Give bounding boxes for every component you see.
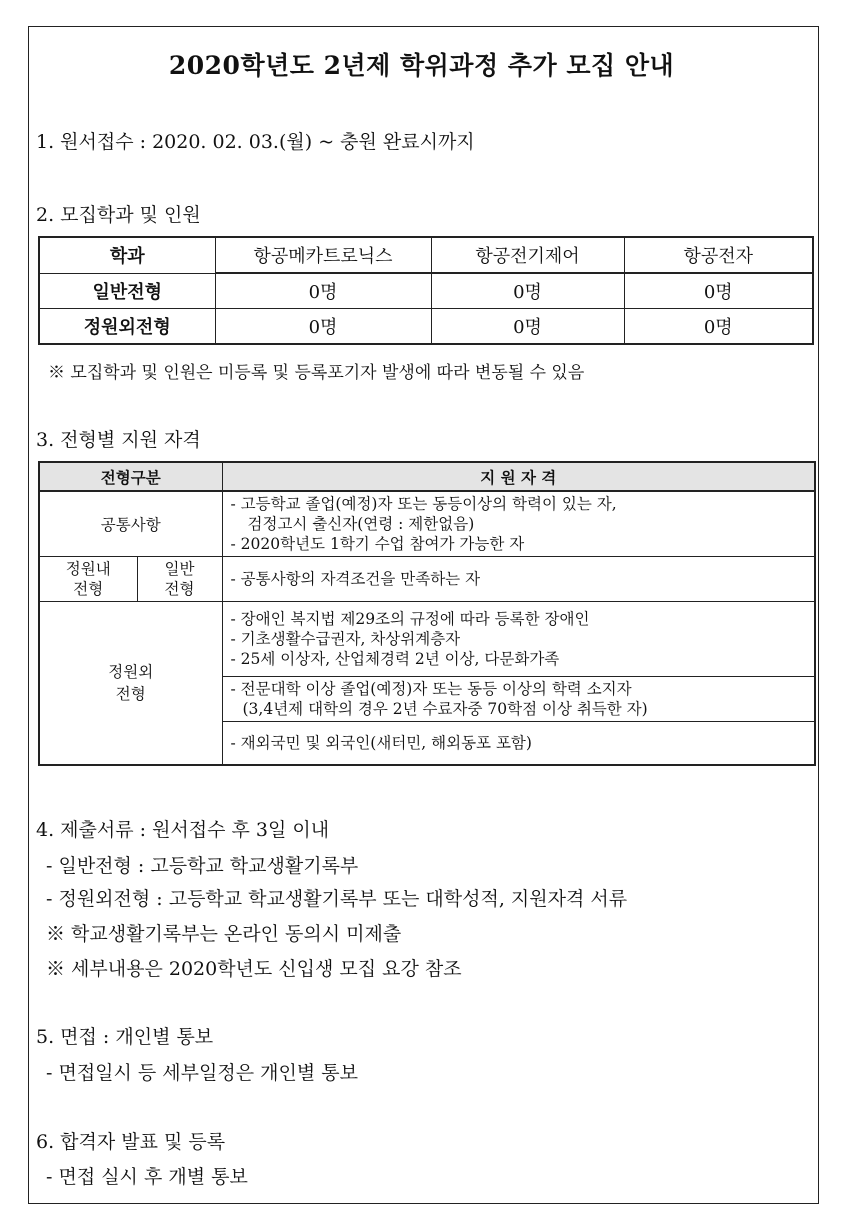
section-documents-heading: 4. 제출서류 : 원서접수 후 3일 이내 <box>36 819 330 841</box>
table-header-cell: 항공전자 <box>624 237 813 273</box>
general-label <box>137 557 222 602</box>
table-header-cell: 항공전기제어 <box>431 237 624 273</box>
table-header-cell: 학과 <box>39 237 215 273</box>
table-cell: 0명 <box>624 309 813 345</box>
row-label: 일반전형 <box>39 273 215 309</box>
common-criteria <box>222 491 815 557</box>
table-header-cell: 항공메카트로닉스 <box>215 237 431 273</box>
criteria-line: - 전문대학 이상 졸업(예정)자 또는 동등 이상의 학력 소지자 <box>230 680 632 698</box>
table-cell: 0명 <box>624 273 813 309</box>
extra-label-line: 전형 <box>115 685 146 703</box>
criteria-line: (3,4년제 대학의 경우 2년 수료자중 70학점 이상 취득한 자) <box>242 700 648 718</box>
regular-label-line: 전형 <box>73 580 104 598</box>
section-interview-heading: 5. 면접 : 개인별 통보 <box>36 1026 214 1048</box>
general-label-line: 전형 <box>164 580 195 598</box>
table-cell: 0명 <box>215 273 431 309</box>
table-header-row <box>39 462 815 491</box>
regular-label <box>39 557 137 602</box>
documents-note: ※ 세부내용은 2020학년도 신입생 모집 요강 참조 <box>46 958 462 980</box>
extra-criteria-group <box>222 677 815 722</box>
document-title: 2020학년도 2년제 학위과정 추가 모집 안내 <box>168 51 675 80</box>
section-departments-heading: 2. 모집학과 및 인원 <box>36 204 201 226</box>
criteria-line: - 고등학교 졸업(예정)자 또는 동등이상의 학력이 있는 자, <box>230 495 617 513</box>
table-row <box>39 602 815 677</box>
extra-criteria-group: - 재외국민 및 외국인(새터민, 해외동포 포함) <box>222 722 815 766</box>
table-header-cell: 지 원 자 격 <box>222 462 815 491</box>
table-row <box>39 273 813 309</box>
row-label: 정원외전형 <box>39 309 215 345</box>
table-cell: 0명 <box>431 309 624 345</box>
extra-criteria-group <box>222 602 815 677</box>
criteria-line: - 25세 이상자, 산업체경력 2년 이상, 다문화가족 <box>230 650 560 668</box>
extra-label <box>39 602 222 766</box>
departments-table <box>38 236 814 345</box>
documents-note: ※ 학교생활기록부는 온라인 동의시 미제출 <box>46 923 402 945</box>
regular-label-line: 정원내 <box>65 560 111 578</box>
common-label: 공통사항 <box>39 491 222 557</box>
regular-criteria: - 공통사항의 자격조건을 만족하는 자 <box>222 557 815 602</box>
criteria-line: - 기초생활수급권자, 차상위계층자 <box>230 630 461 648</box>
table-cell: 0명 <box>215 309 431 345</box>
section-result-heading: 6. 합격자 발표 및 등록 <box>36 1131 226 1153</box>
table-header-cell: 전형구분 <box>39 462 222 491</box>
criteria-line: - 장애인 복지법 제29조의 규정에 따라 등록한 장애인 <box>230 610 590 628</box>
table-row <box>39 309 813 345</box>
section-application-period: 1. 원서접수 : 2020. 02. 03.(월) ~ 충원 완료시까지 <box>36 131 475 153</box>
interview-item: - 면접일시 등 세부일정은 개인별 통보 <box>46 1062 358 1084</box>
general-label-line: 일반 <box>164 560 195 578</box>
result-item: - 면접 실시 후 개별 통보 <box>46 1166 248 1188</box>
eligibility-table <box>38 461 816 766</box>
table-header-row <box>39 237 813 273</box>
section-eligibility-heading: 3. 전형별 지원 자격 <box>36 429 201 451</box>
documents-item: - 일반전형 : 고등학교 학교생활기록부 <box>46 855 359 877</box>
criteria-line: 검정고시 출신자(연령 : 제한없음) <box>247 515 475 533</box>
table-cell: 0명 <box>431 273 624 309</box>
table-row <box>39 491 815 557</box>
documents-item: - 정원외전형 : 고등학교 학교생활기록부 또는 대학성적, 지원자격 서류 <box>46 888 628 910</box>
departments-note: ※ 모집학과 및 인원은 미등록 및 등록포기자 발생에 따라 변동될 수 있음 <box>48 363 585 383</box>
extra-label-line: 정원외 <box>108 663 154 681</box>
table-row <box>39 557 815 602</box>
criteria-line: - 2020학년도 1학기 수업 참여가 가능한 자 <box>230 535 525 553</box>
